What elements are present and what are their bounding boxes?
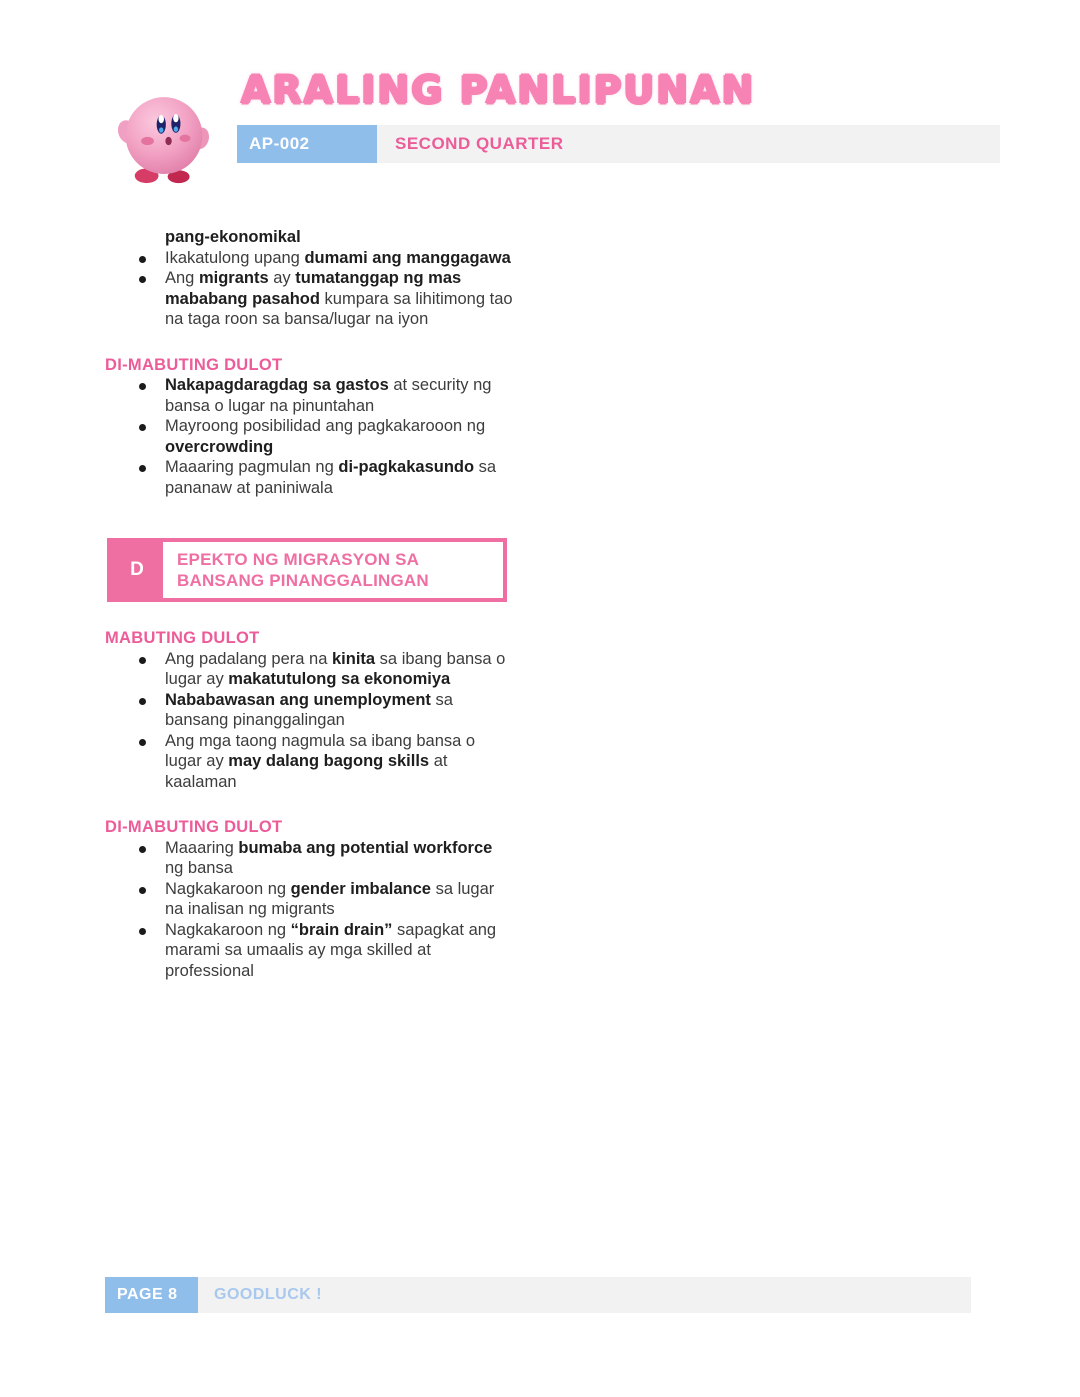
- footer-message: GOODLUCK !: [214, 1286, 323, 1303]
- text: Ang mga taong nagmula sa ibang bansa o lugar ay: [165, 731, 476, 770]
- text: Maaaring pagmulan ng: [165, 458, 339, 476]
- kirby-mascot-image: [118, 88, 210, 184]
- list-item: [105, 879, 513, 920]
- bold-text: Nakapagdaragdag sa gastos: [165, 376, 389, 394]
- text: Ang: [165, 269, 199, 287]
- bold-text: “brain drain”: [290, 920, 393, 939]
- list-item: [105, 268, 513, 330]
- bold-text: kinita: [331, 649, 376, 668]
- notes-content: [105, 227, 513, 1006]
- bullet-list: [105, 375, 513, 498]
- bold-text: di-pagkakasundo: [338, 458, 475, 476]
- bold-text: tumatanggap ng mas mababang pasahod: [165, 269, 462, 308]
- kirby-illustration: [118, 88, 210, 184]
- bold-text: overcrowding: [165, 437, 274, 456]
- bullet-list: [105, 248, 513, 330]
- topic-letter: D: [111, 542, 163, 598]
- topic-box: [107, 538, 507, 602]
- page-title: ARALING PANLIPUNAN: [241, 68, 756, 112]
- bold-text: may dalang bagong skills: [228, 752, 430, 770]
- text: ng bansa: [165, 859, 233, 877]
- text: kumpara sa lihitimong tao na taga roon sa bansa/lugar na iyon: [165, 289, 513, 328]
- list-lead-line: [105, 227, 513, 248]
- topic-title: EPEKTO NG MIGRASYON SA BANSANG PINANGGALINGAN: [177, 550, 429, 590]
- notes-section: [105, 227, 513, 330]
- text: sa pananaw at paniniwala: [165, 458, 497, 497]
- text: sapagkat ang marami sa umaalis ay mga skilled at professional: [165, 920, 497, 980]
- text: Ikakatulong upang: [165, 248, 305, 267]
- bold-text: bumaba ang potential workforce: [238, 838, 493, 857]
- page-footer: [105, 1277, 971, 1313]
- section-heading: MABUTING DULOT: [105, 629, 260, 647]
- list-item: [105, 457, 513, 498]
- bold-text: pang-ekonomikal: [165, 228, 301, 246]
- list-item: [105, 920, 513, 982]
- section-heading: DI-MABUTING DULOT: [105, 818, 283, 836]
- bold-text: makatutulong sa ekonomiya: [228, 670, 451, 688]
- bullet-list: [105, 838, 513, 982]
- bullet-list: [105, 649, 513, 793]
- header-bar: [237, 125, 1000, 163]
- list-item: [105, 649, 513, 690]
- text: sa ibang bansa o lugar ay: [165, 649, 506, 688]
- text: Nagkakaroon ng: [165, 879, 291, 898]
- text: Nagkakaroon ng: [165, 920, 291, 939]
- text: Maaaring: [165, 838, 239, 857]
- text: sa bansang pinanggalingan: [165, 690, 453, 729]
- text: Ang padalang pera na: [165, 649, 332, 668]
- text: Mayroong posibilidad ang pagkakarooon ng: [165, 417, 486, 435]
- text: at security ng bansa o lugar na pinuntahan: [165, 376, 492, 415]
- bold-text: Nababawasan ang unemployment: [165, 690, 431, 709]
- list-item: [105, 375, 513, 416]
- module-code-badge: AP-002: [237, 125, 377, 163]
- section-heading: DI-MABUTING DULOT: [105, 355, 283, 374]
- text: at kaalaman: [165, 752, 448, 791]
- list-item: [105, 248, 513, 269]
- quarter-label: SECOND QUARTER: [395, 134, 564, 153]
- text: sa lugar na inalisan ng migrants: [165, 879, 495, 918]
- notes-section: [105, 628, 513, 792]
- bold-text: migrants: [198, 269, 269, 287]
- list-item: [105, 690, 513, 731]
- list-item: [105, 416, 513, 457]
- text: ay: [268, 269, 296, 287]
- list-item: [105, 731, 513, 793]
- bold-text: gender imbalance: [290, 879, 431, 898]
- notes-section: [105, 355, 513, 499]
- bold-text: dumami ang manggagawa: [304, 248, 511, 267]
- notes-section: [105, 817, 513, 981]
- page-number-badge: PAGE 8: [105, 1277, 198, 1313]
- list-item: [105, 838, 513, 879]
